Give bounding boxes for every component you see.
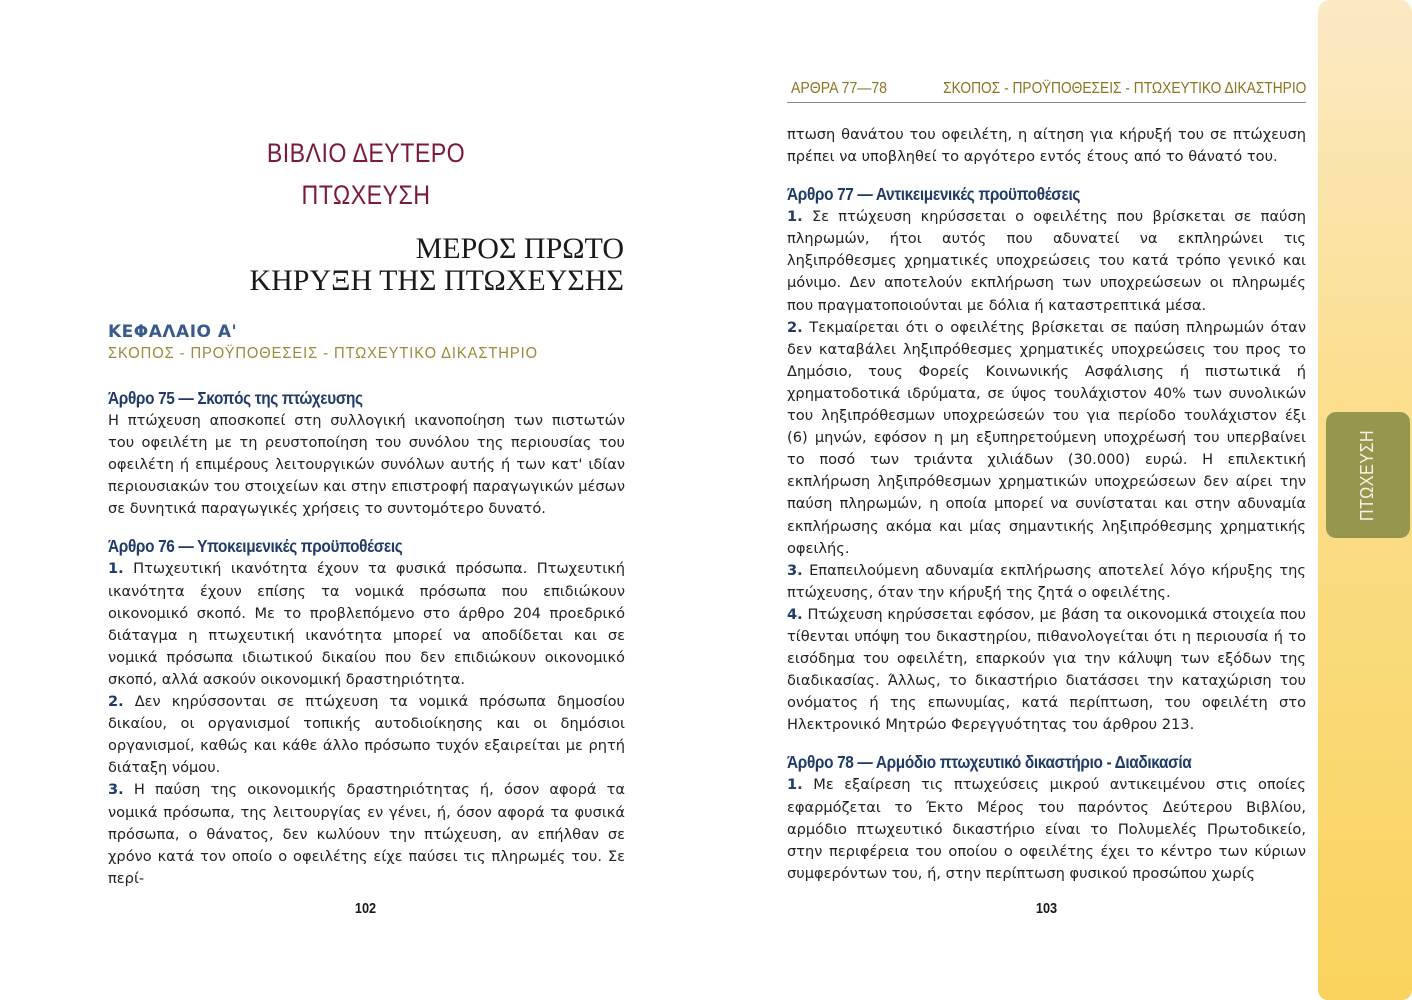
chapter-label: ΚΕΦΑΛΑΙΟ Α'	[108, 322, 238, 342]
article-paragraph	[108, 691, 625, 779]
article-paragraph	[787, 206, 1306, 316]
article-paragraph	[108, 779, 625, 889]
article-paragraph	[787, 774, 1306, 884]
paragraph-number: 2.	[787, 318, 803, 336]
paragraph-text: Τεκμαίρεται ότι ο οφειλέτης βρίσκεται σε παύση πληρωμών όταν δεν καταβάλει ληξιπρόθεσμες χρηματικές υποχρεώσεις του προς το Δημόσιο, τους Φορείς Κοινωνικής Ασφάλισης ή πιστωτικά ή χρηματοδοτικά ιδρύματα, σε ύψος τουλάχιστον 40% των συνολικών του ληξιπρόθεσμων υποχρεώσεών του για περίοδο τουλάχιστον έξι (6) μηνών, εφόσον η μη εξυπηρετούμενη υποχρέωσή του υπερβαίνει το ποσό των τριάντα χιλιάδων (30.000) ευρώ. Η επιλεκτική εκπλήρωση ληξιπρόθεσμων χρηματικών υποχρεώσεων δεν αίρει την παύση πληρωμών, η οποία μπορεί να συνίσταται και στην αδυναμία εκπλήρωσης ακόμα και μίας σημαντικής ληξιπρόθεσμης χρηματικής οφειλής.	[787, 318, 1307, 557]
paragraph-number: 1.	[108, 560, 124, 578]
part-title: ΜΕΡΟΣ ΠΡΩΤΟ	[415, 232, 624, 265]
paragraph-number: 3.	[787, 561, 803, 579]
paragraph-text: Η παύση της οικονομικής δραστηριότητας ή, όσον αφορά τα νομικά πρόσωπα, της λειτουργίας εν γένει, ή, όσον αφορά τα φυσικά πρόσωπα, ο θάνατος, δεν κωλύουν την πτώχευση, αν επήλθαν σε χρόνο κατά τον οποίο ο οφειλέτης είχε παύσει τις πληρωμές του. Σε περί-	[108, 781, 626, 887]
paragraph-text: Δεν κηρύσσονται σε πτώχευση τα νομικά πρόσωπα δημοσίου δικαίου, οι οργανισμοί τοπικής αυτοδιοίκησης και οι δημόσιοι οργανισμοί, καθώς και κάθε άλλο πρόσωπο τυχόν εξαιρείται με ρητή διάταξη νόμου.	[108, 693, 625, 777]
book-subtitle: ΠΤΩΧΕΥΣΗ	[301, 180, 431, 210]
article-paragraph	[108, 410, 625, 520]
paragraph-number: 1.	[787, 776, 803, 794]
paragraph-number: 1.	[787, 208, 803, 226]
left-page	[0, 0, 700, 1000]
paragraph-text: Με εξαίρεση τις πτωχεύσεις μικρού αντικειμένου στις οποίες εφαρμόζεται το Έκτο Μέρος του παρόντος Δεύτερου Βιβλίου, αρμόδιο πτωχευτικό δικαστήριο είναι το Πολυμελές Πρωτοδικείο, στην περιφέρεια του οποίου ο οφειλέτης έχει το κέντρο των κύριων συμφερόντων του, ή, στην περίπτωση φυσικού προσώπου χωρίς	[787, 776, 1306, 882]
right-text-column	[787, 124, 1306, 885]
paragraph-number: 2.	[108, 693, 124, 711]
thumb-tab-label: ΠΤΩΧΕΥΣΗ	[1357, 429, 1378, 521]
book-title: ΒΙΒΛΙΟ ΔΕΥΤΕΡΟ	[266, 138, 466, 168]
article-paragraph	[787, 317, 1306, 560]
article-heading: Άρθρο 78 — Αρμόδιο πτωχευτικό δικαστήριο - Διαδικασία	[787, 752, 1192, 773]
continuation-text: πτωση θανάτου του οφειλέτη, η αίτηση για κήρυξή του σε πτώχευση πρέπει να υποβληθεί το αργότερο εντός έτους από το θάνατό του.	[787, 126, 1306, 166]
running-head-articles: ΑΡΘΡΑ 77—78	[791, 80, 888, 97]
chapter-subtitle: ΣΚΟΠΟΣ - ΠΡΟΫΠΟΘΕΣΕΙΣ - ΠΤΩΧΕΥΤΙΚΟ ΔΙΚΑΣΤΗΡΙΟ	[108, 345, 538, 362]
running-head	[787, 80, 1306, 103]
article-78	[787, 750, 1306, 884]
article-75	[108, 386, 625, 520]
article-76	[108, 534, 625, 889]
running-head-chapter: ΣΚΟΠΟΣ - ΠΡΟΫΠΟΘΕΣΕΙΣ - ΠΤΩΧΕΥΤΙΚΟ ΔΙΚΑΣΤΗΡΙΟ	[942, 80, 1306, 97]
paragraph-number: 4.	[787, 605, 803, 623]
article-paragraph	[787, 604, 1306, 737]
paragraph-text: Σε πτώχευση κηρύσσεται ο οφειλέτης που βρίσκεται σε παύση πληρωμών, ήτοι αυτός που αδυνατεί να εκπληρώνει τις ληξιπρόθεσμες χρηματικές υποχρεώσεις του κατά τρόπο γενικό και μόνιμο. Δεν αποτελούν εκπλήρωση των υποχρεώσεων οι πληρωμές που πραγματοποιούνται με δόλια ή καταστρεπτικά μέσα.	[787, 208, 1307, 314]
page-number: 102	[354, 900, 377, 917]
thumb-tab-section[interactable]	[1326, 412, 1410, 538]
paragraph-text: Επαπειλούμενη αδυναμία εκπλήρωσης αποτελεί λόγο κήρυξης της πτώχευσης, όταν την κήρυξή της ζητά ο οφειλέτης.	[787, 561, 1306, 601]
article-text: Η πτώχευση αποσκοπεί στη συλλογική ικανοποίηση των πιστωτών του οφειλέτη με τη ρευστοποίηση του συνόλου της περιουσίας του οφειλέτη ή επιμέρους λειτουργικών συνόλων αυτής ή των κατ' ιδίαν περιουσιακών του στοιχείων και στην επιστροφή παραγωγικών μέσων σε δυνητικά παραγωγικές χρήσεις το συντομότερο δυνατό.	[108, 412, 625, 518]
paragraph-text: Πτωχευτική ικανότητα έχουν τα φυσικά πρόσωπα. Πτωχευτική ικανότητα έχουν επίσης τα νομικά πρόσωπα που επιδιώκουν οικονομικό σκοπό. Με το προβλεπόμενο στο άρθρο 204 προεδρικό διάταγμα η πτωχευτική ικανότητα μπορεί να αποδίδεται και σε νομικά πρόσωπα ιδιωτικού δικαίου που δεν επιδιώκουν οικονομικό σκοπό, αλλά ασκούν οικονομική δραστηριότητα.	[108, 560, 626, 688]
article-heading: Άρθρο 76 — Υποκειμενικές προϋποθέσεις	[108, 536, 403, 557]
paragraph-number: 3.	[108, 781, 124, 799]
article-paragraph	[787, 560, 1306, 604]
left-text-column	[108, 386, 625, 890]
article-heading: Άρθρο 75 — Σκοπός της πτώχευσης	[108, 388, 363, 408]
article-paragraph	[108, 558, 625, 691]
page-number: 103	[1035, 900, 1058, 917]
article-heading: Άρθρο 77 — Αντικειμενικές προϋποθέσεις	[787, 184, 1081, 205]
part-subtitle: ΚΗΡΥΞΗ ΤΗΣ ΠΤΩΧΕΥΣΗΣ	[249, 264, 624, 297]
paragraph-text: Πτώχευση κηρύσσεται εφόσον, με βάση τα οικονομικά στοιχεία που τίθενται υπόψη του δικαστηρίου, πιθανολογείται ότι η περιουσία ή το εισόδημα του οφειλέτη, επαρκούν για την κάλυψη των εξόδων της διαδικασίας. Άλλως, το δικαστήριο διατάσσει την καταχώριση του ονόματος ή της επωνυμίας, κατά περίπτωση, του οφειλέτη στο Ηλεκτρονικό Μητρώο Φερεγγυότητας του άρθρου 213.	[787, 605, 1307, 734]
article-77	[787, 182, 1306, 736]
